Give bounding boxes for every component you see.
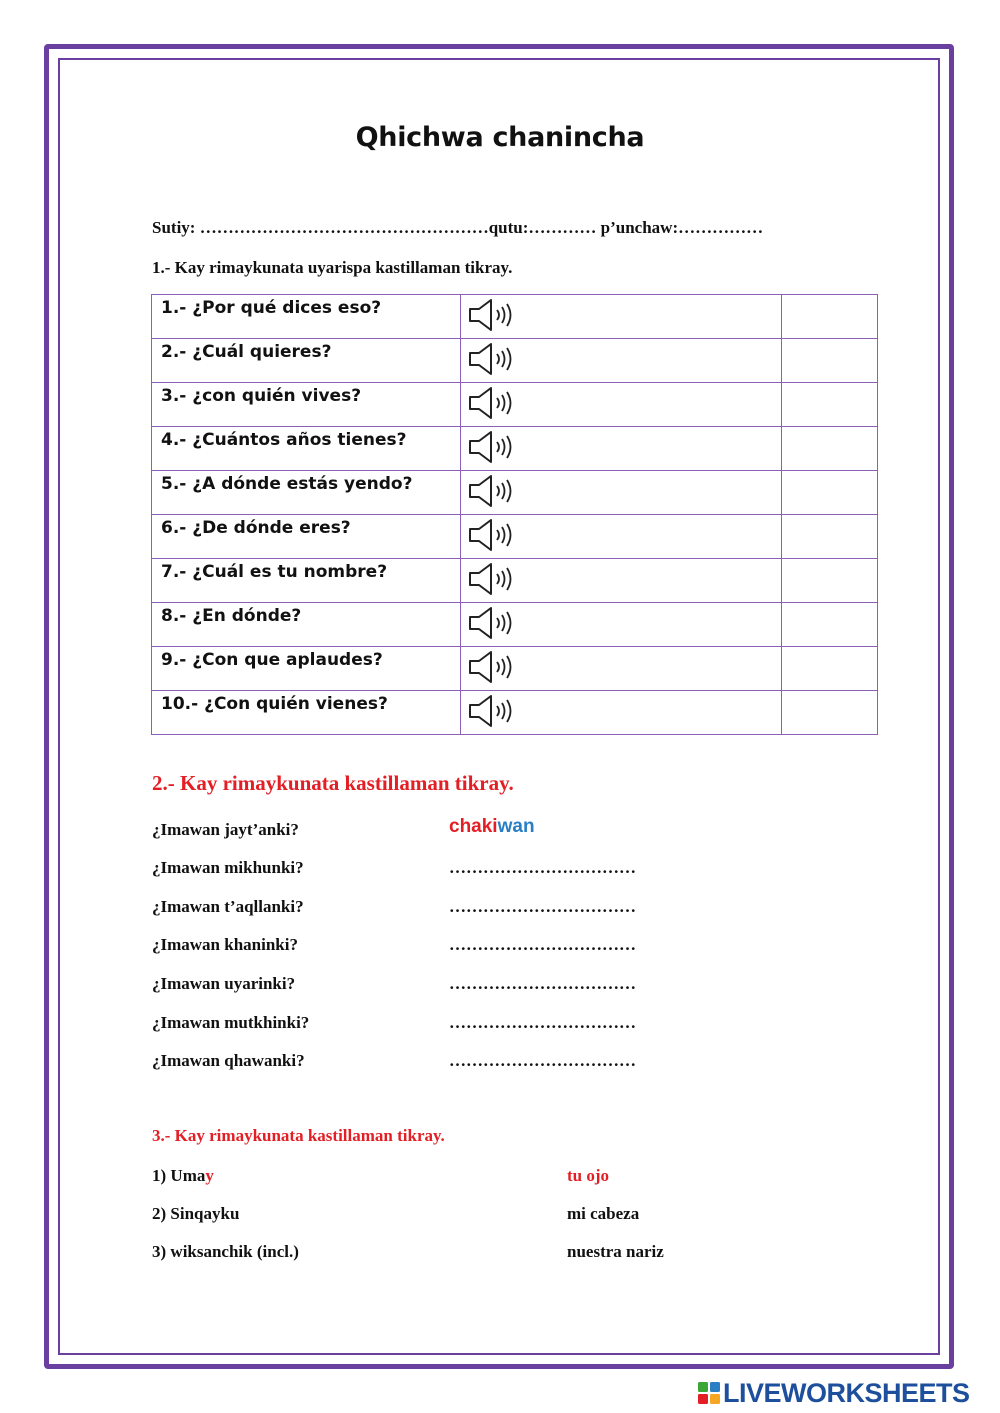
table-row — [152, 339, 878, 383]
answer-cell[interactable] — [782, 427, 878, 471]
quechua-phrase: 1) Umay — [152, 1166, 214, 1185]
answer-cell[interactable] — [782, 691, 878, 735]
answer-cell[interactable] — [782, 339, 878, 383]
list-item — [152, 974, 752, 998]
speaker-icon[interactable] — [467, 297, 517, 338]
speaker-icon[interactable] — [467, 561, 517, 602]
liveworksheets-logo: LIVEWORKSHEETS — [697, 1378, 970, 1408]
question-text: 5.- ¿A dónde estás yendo? — [152, 471, 461, 515]
example-question: ¿Imawan jayt’anki? — [152, 820, 299, 839]
speaker-icon[interactable] — [467, 473, 517, 514]
quechua-phrase: 2) Sinqayku — [152, 1204, 240, 1223]
table-row — [152, 427, 878, 471]
speaker-icon[interactable] — [467, 385, 517, 426]
question-text: ¿Imawan t’aqllanki? — [152, 897, 304, 916]
speaker-icon[interactable] — [467, 341, 517, 382]
list-item — [152, 1051, 752, 1075]
answer-blank[interactable]: …………………………… — [449, 1013, 636, 1032]
question-text: ¿Imawan uyarinki? — [152, 974, 296, 993]
audio-cell — [460, 383, 782, 427]
answer-cell[interactable] — [782, 295, 878, 339]
list-item — [152, 1204, 752, 1228]
list-item — [152, 1166, 752, 1190]
answer-blank[interactable]: …………………………… — [449, 1051, 636, 1070]
audio-cell — [460, 427, 782, 471]
section1-heading: 1.- Kay rimaykunata uyarispa kastillaman tikray. — [152, 258, 513, 277]
question-text: 6.- ¿De dónde eres? — [152, 515, 461, 559]
table-row — [152, 383, 878, 427]
audio-cell — [460, 295, 782, 339]
quechua-phrase: 3) wiksanchik (incl.) — [152, 1242, 299, 1261]
logo-grid-icon — [697, 1381, 721, 1405]
speaker-icon[interactable] — [467, 649, 517, 690]
speaker-icon[interactable] — [467, 693, 517, 734]
answer-cell[interactable] — [782, 647, 878, 691]
audio-cell — [460, 603, 782, 647]
answer-blank[interactable]: …………………………… — [449, 858, 636, 877]
list-item — [152, 935, 752, 959]
question-text: ¿Imawan mutkhinki? — [152, 1013, 310, 1032]
list-item — [152, 897, 752, 921]
spanish-translation[interactable]: mi cabeza — [567, 1204, 640, 1223]
example-answer: chakiwan — [449, 816, 535, 837]
speaker-icon[interactable] — [467, 429, 517, 470]
audio-cell — [460, 515, 782, 559]
spanish-translation[interactable]: nuestra nariz — [567, 1242, 664, 1261]
table-row — [152, 515, 878, 559]
table-row — [152, 603, 878, 647]
question-text: 10.- ¿Con quién vienes? — [152, 691, 461, 735]
question-text: 3.- ¿con quién vives? — [152, 383, 461, 427]
answer-cell[interactable] — [782, 383, 878, 427]
table-row — [152, 559, 878, 603]
example-row — [152, 816, 752, 844]
list-item — [152, 1242, 752, 1266]
answer-blank[interactable]: …………………………… — [449, 897, 636, 916]
table-row — [152, 295, 878, 339]
listening-table — [151, 294, 878, 735]
answer-cell[interactable] — [782, 471, 878, 515]
answer-cell[interactable] — [782, 559, 878, 603]
section2-heading: 2.- Kay rimaykunata kastillaman tikray. — [152, 771, 514, 795]
audio-cell — [460, 339, 782, 383]
table-row — [152, 691, 878, 735]
question-text: 2.- ¿Cuál quieres? — [152, 339, 461, 383]
page-title: Qhichwa chanincha — [355, 122, 645, 153]
question-text: 7.- ¿Cuál es tu nombre? — [152, 559, 461, 603]
audio-cell — [460, 691, 782, 735]
table-row — [152, 471, 878, 515]
question-text: 1.- ¿Por qué dices eso? — [152, 295, 461, 339]
answer-cell[interactable] — [782, 515, 878, 559]
question-text: ¿Imawan qhawanki? — [152, 1051, 305, 1070]
answer-cell[interactable] — [782, 603, 878, 647]
list-item — [152, 1013, 752, 1037]
section3-heading: 3.- Kay rimaykunata kastillaman tikray. — [152, 1126, 445, 1145]
question-text: 4.- ¿Cuántos años tienes? — [152, 427, 461, 471]
list-item — [152, 858, 752, 882]
question-text: 9.- ¿Con que aplaudes? — [152, 647, 461, 691]
audio-cell — [460, 647, 782, 691]
spanish-translation[interactable]: tu ojo — [567, 1166, 610, 1185]
audio-cell — [460, 471, 782, 515]
answer-blank[interactable]: …………………………… — [449, 974, 636, 993]
question-text: ¿Imawan mikhunki? — [152, 858, 304, 877]
table-row — [152, 647, 878, 691]
audio-cell — [460, 559, 782, 603]
question-text: 8.- ¿En dónde? — [152, 603, 461, 647]
speaker-icon[interactable] — [467, 517, 517, 558]
question-text: ¿Imawan khaninki? — [152, 935, 298, 954]
answer-blank[interactable]: …………………………… — [449, 935, 636, 954]
speaker-icon[interactable] — [467, 605, 517, 646]
name-line: Sutiy: ……………………………………………qutu:………… p’unchaw:…………… — [152, 218, 764, 237]
